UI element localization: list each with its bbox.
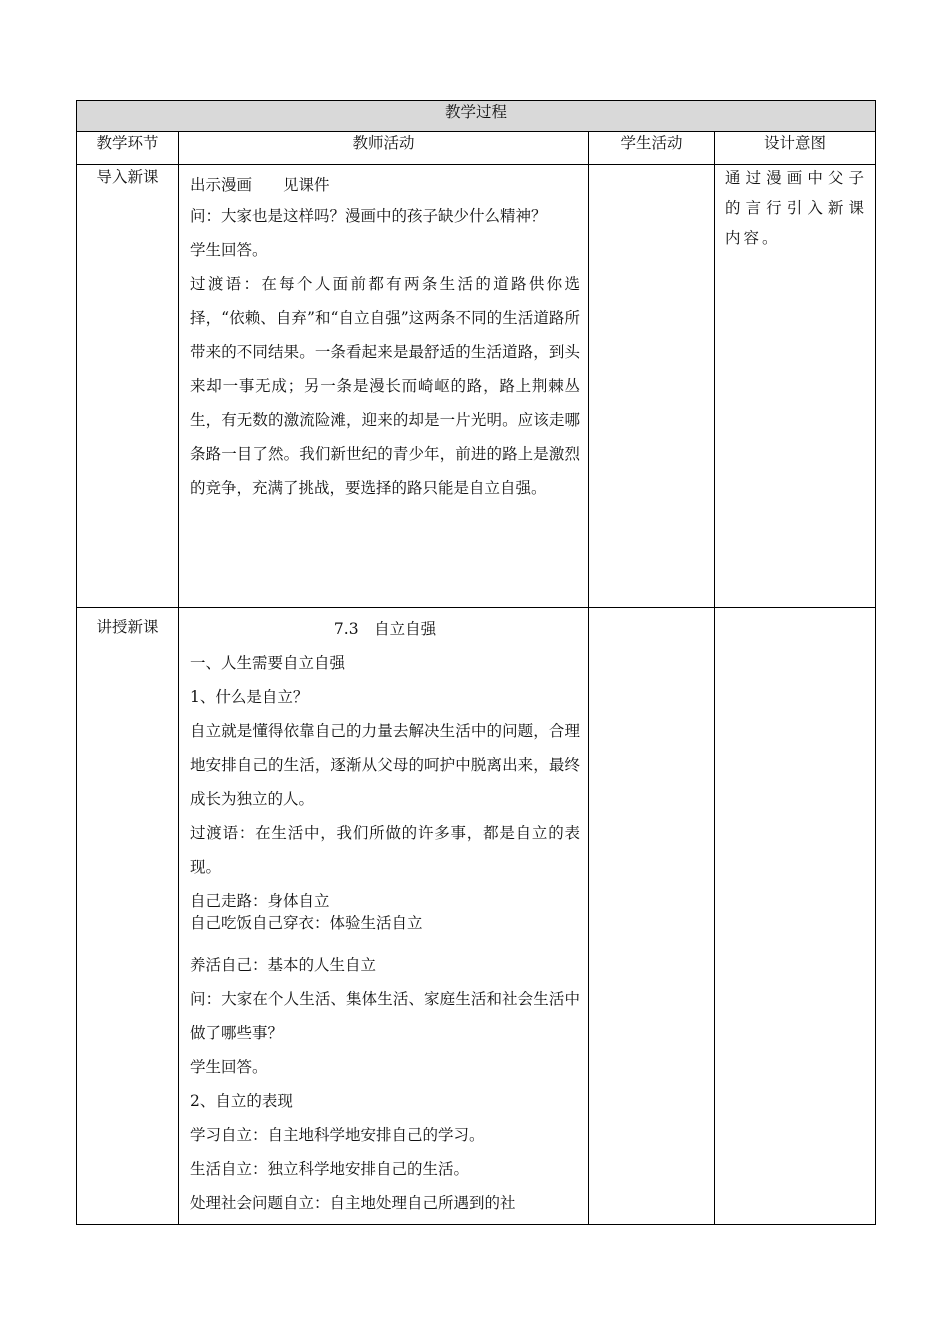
- teaching-process-table: [76, 100, 876, 1225]
- teacher-line: 学生回答。: [190, 241, 268, 259]
- lesson-title: 7.3 自立自强: [333, 620, 437, 638]
- teacher-line: 学习自立：自主地科学地安排自己的学习。: [190, 1126, 485, 1144]
- teacher-line: 学生回答。: [190, 1058, 268, 1076]
- teacher-line: 处理社会问题自立：自主地处理自己所遇到的社: [190, 1194, 516, 1212]
- teacher-line: 一、人生需要自立自强: [190, 654, 346, 672]
- table-row: [77, 608, 876, 1225]
- design-intent-cell: [715, 608, 876, 1225]
- stage-cell: 讲授新课: [77, 608, 179, 1225]
- teacher-line: 问：大家在个人生活、集体生活、家庭生活和社会生活中做了哪些事？: [190, 990, 580, 1042]
- teacher-line: 养活自己：基本的人生自立: [190, 956, 377, 974]
- teacher-line: 过渡语：在每个人面前都有两条生活的道路供你选择，“依赖、自弃”和“自立自强”这两条不同的生活道路所带来的不同结果。一条看起来是最舒适的生活道路，到头来却一事无成；另一条是漫长而崎岖的路，路上荆棘丛生，有无数的激流险滩，迎来的却是一片光明。应该走哪条路一目了然。我们新世纪的青少年，前进的路上是激烈的竞争，充满了挑战，要选择的路只能是自立自强。: [190, 275, 580, 497]
- header-design-intent: 设计意图: [715, 132, 876, 165]
- table-row: [77, 165, 876, 608]
- teacher-activity-cell: [179, 165, 589, 608]
- teacher-line: 自己走路：身体自立: [190, 892, 330, 910]
- teacher-line: 出示漫画 见课件: [190, 176, 330, 194]
- header-teacher-activity: 教师活动: [179, 132, 589, 165]
- teacher-line: 过渡语：在生活中，我们所做的许多事，都是自立的表现。: [190, 824, 580, 876]
- teacher-line: 自立就是懂得依靠自己的力量去解决生活中的问题，合理地安排自己的生活，逐渐从父母的呵护中脱离出来，最终成长为独立的人。: [190, 722, 580, 808]
- student-activity-cell: [589, 608, 715, 1225]
- header-stage: 教学环节: [77, 132, 179, 165]
- design-intent-cell: [715, 165, 876, 608]
- teacher-line: 2、自立的表现: [190, 1092, 293, 1110]
- student-activity-cell: [589, 165, 715, 608]
- table-title: 教学过程: [77, 101, 876, 132]
- teacher-activity-cell: [179, 608, 589, 1225]
- stage-cell: 导入新课: [77, 165, 179, 608]
- design-text: 通过漫画中父子的言行引入新课内容。: [725, 169, 868, 247]
- teacher-line: 问：大家也是这样吗？漫画中的孩子缺少什么精神？: [190, 207, 547, 225]
- teacher-line: 自己吃饭自己穿衣：体验生活自立: [190, 914, 423, 932]
- teacher-line: 1、什么是自立？: [190, 688, 309, 706]
- teacher-line: 生活自立：独立科学地安排自己的生活。: [190, 1160, 470, 1178]
- header-student-activity: 学生活动: [589, 132, 715, 165]
